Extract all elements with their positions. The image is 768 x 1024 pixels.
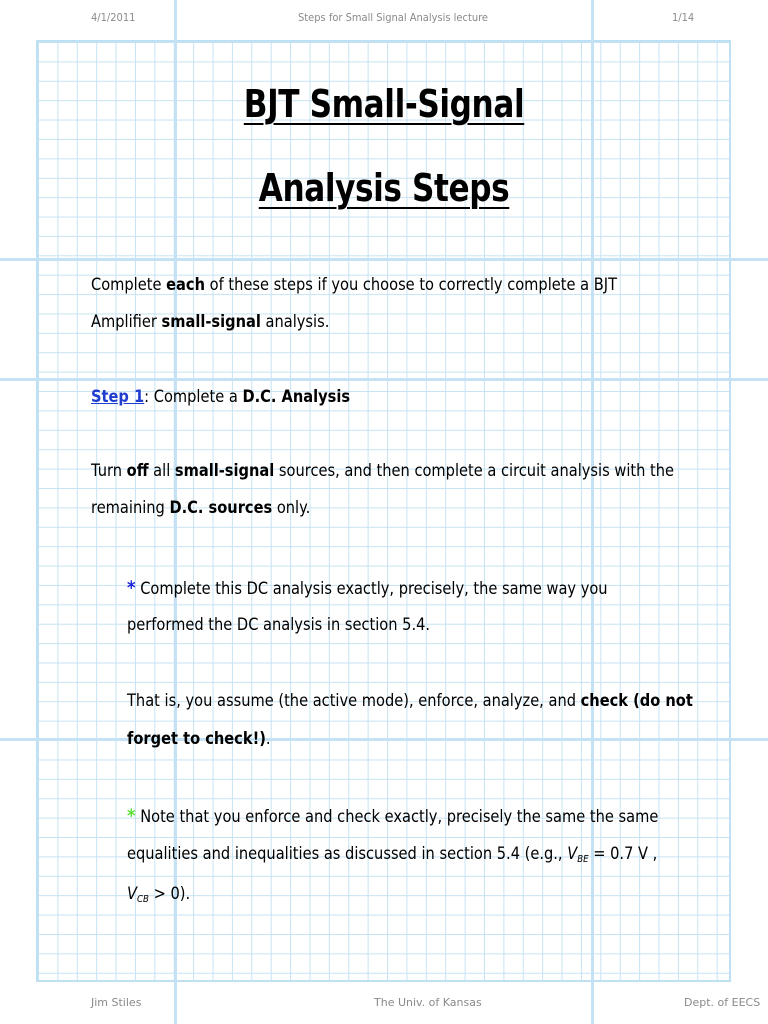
footer-university: The Univ. of Kansas	[374, 996, 482, 1009]
step-1-link[interactable]: Step 1	[91, 387, 145, 407]
green-asterisk-icon: *	[127, 805, 136, 827]
header-date: 4/1/2011	[91, 11, 136, 24]
grid-major-line	[0, 738, 768, 741]
note-3-line-1: * Note that you enforce and check exactly, precisely the same the same	[127, 805, 659, 827]
note-1-line-2: performed the DC analysis in section 5.4.	[127, 615, 431, 635]
note-2-line-2: forget to check!).	[127, 729, 271, 749]
turn-off-line-1: Turn off all small-signal sources, and then complete a circuit analysis with the	[91, 461, 675, 481]
turn-off-line-2: remaining D.C. sources only.	[91, 498, 311, 518]
step-1-heading: Step 1: Complete a D.C. Analysis	[91, 387, 351, 407]
note-2-line-1: That is, you assume (the active mode), enforce, analyze, and check (do not	[127, 691, 693, 711]
intro-line-2: Amplifier small-signal analysis.	[91, 312, 330, 332]
page-title-line-2: Analysis Steps	[258, 166, 510, 210]
header-page-number: 1/14	[672, 11, 695, 24]
note-3-line-2: equalities and inequalities as discussed in section 5.4 (e.g., $V_{BE} = 0.7$ V ,	[127, 844, 658, 865]
page-title-line-1: BJT Small-Signal	[243, 82, 525, 126]
note-3-line-3: $V_{CB} > 0$).	[127, 884, 191, 905]
note-1-line-1: * Complete this DC analysis exactly, precisely, the same way you	[127, 577, 608, 599]
grid-major-line	[0, 258, 768, 261]
footer-department: Dept. of EECS	[684, 996, 761, 1009]
intro-line-1: Complete each of these steps if you choose to correctly complete a BJT	[91, 275, 618, 295]
blue-asterisk-icon: *	[127, 577, 136, 599]
header-lecture-title: Steps for Small Signal Analysis lecture	[298, 11, 489, 24]
footer-author: Jim Stiles	[91, 996, 142, 1009]
